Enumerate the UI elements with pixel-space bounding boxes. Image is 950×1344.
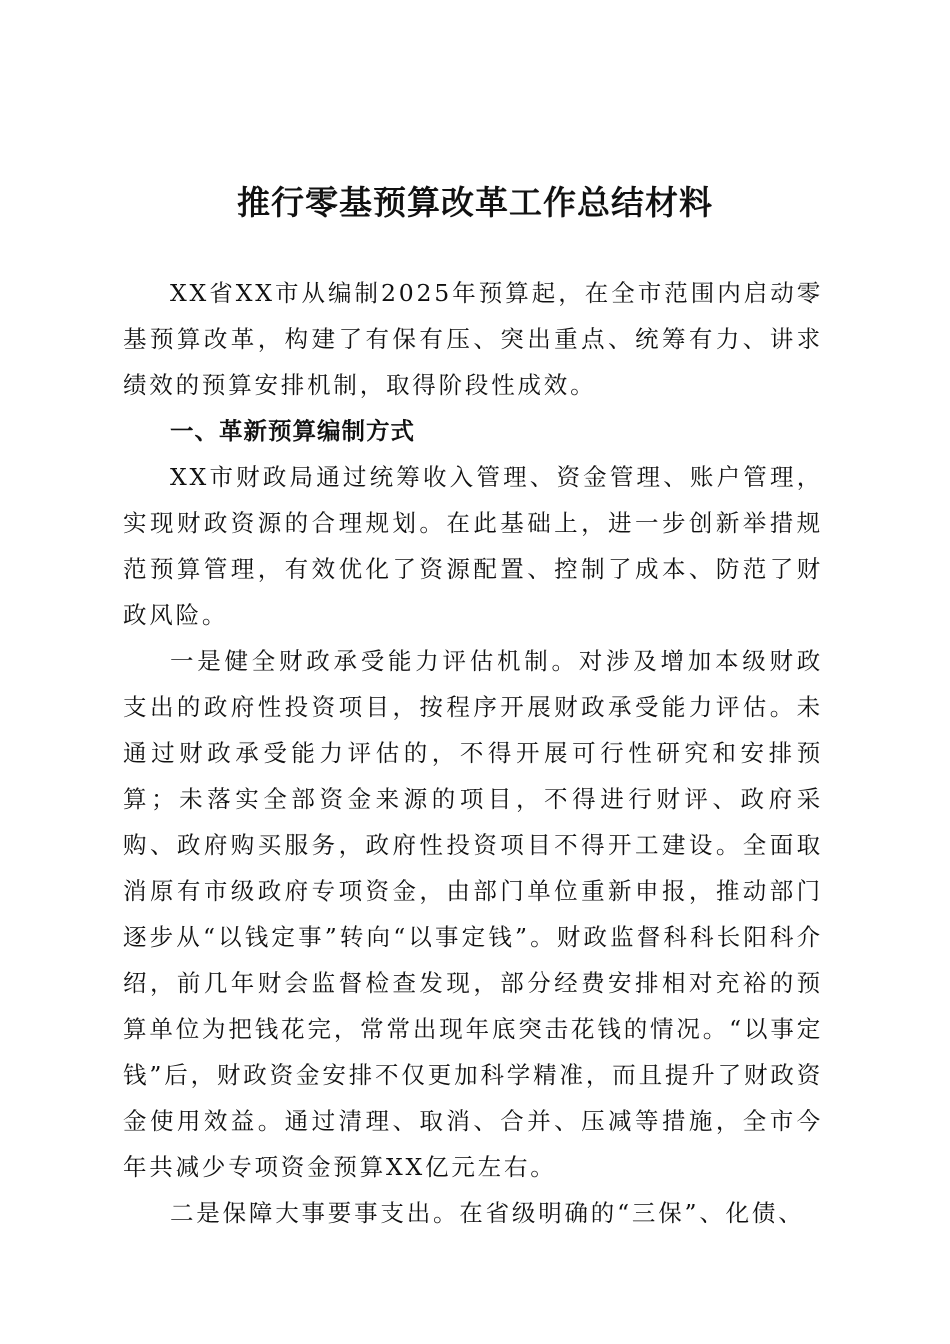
document-title: 推行零基预算改革工作总结材料 [237, 183, 713, 222]
body-paragraph: XX市财政局通过统筹收入管理、资金管理、账户管理，实现财政资源的合理规划。在此基础上，进一步创新举措规范预算管理，有效优化了资源配置、控制了成本、防范了财政风险。 [123, 463, 823, 629]
body-paragraph: 一是健全财政承受能力评估机制。对涉及增加本级财政支出的政府性投资项目，按程序开展财政承受能力评估。未通过财政承受能力评估的，不得开展可行性研究和安排预算；未落实全部资金来源的项目，不得进行财评、政府采购、政府购买服务，政府性投资项目不得开工建设。全面取消原有市级政府专项资金，由部门单位重新申报，推动部门逐步从“以钱定事”转向“以事定钱”。财政监督科科长阳科介绍，前几年财会监督检查发现，部分经费安排相对充裕的预算单位为把钱花完，常常出现年底突击花钱的情况。“以事定钱”后，财政资金安排不仅更加科学精准，而且提升了财政资金使用效益。通过清理、取消、合并、压减等措施，全市今年共减少专项资金预算XX亿元左右。 [123, 647, 823, 1181]
intro-paragraph: XX省XX市从编制2025年预算起，在全市范围内启动零基预算改革，构建了有保有压、突出重点、统筹有力、讲求绩效的预算安排机制，取得阶段性成效。 [123, 279, 823, 399]
document-body [123, 270, 823, 1236]
body-paragraph: 二是保障大事要事支出。在省级明确的“三保”、化债、 [170, 1199, 805, 1227]
section-heading: 一、革新预算编制方式 [170, 417, 415, 445]
